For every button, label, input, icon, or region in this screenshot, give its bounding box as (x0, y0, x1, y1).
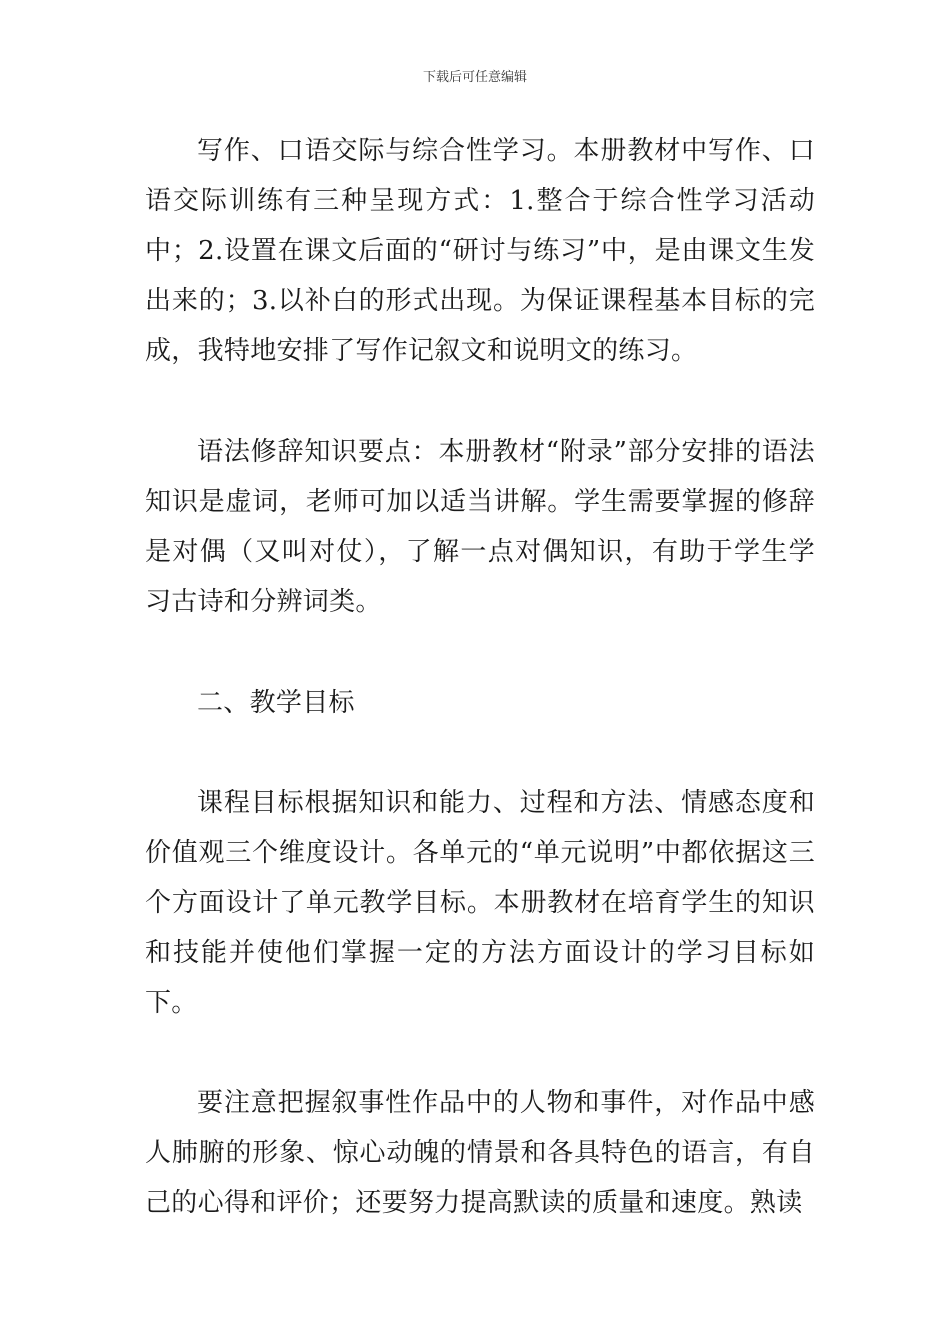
paragraph-course-goals: 课程目标根据知识和能力、过程和方法、情感态度和价值观三个维度设计。各单元的“单元说明”中都依据这三个方面设计了单元教学目标。本册教材在培育学生的知识和技能并使他们掌握一定的方法方面设计的学习目标如下。 (145, 788, 815, 1018)
document-body (145, 126, 815, 1228)
paragraph-narrative-works: 要注意把握叙事性作品中的人物和事件，对作品中感人肺腑的形象、惊心动魄的情景和各具特色的语言，有自己的心得和评价；还要努力提高默读的质量和速度。熟读 (145, 1088, 815, 1218)
section-heading-teaching-goals: 二、教学目标 (197, 688, 355, 718)
page-header-note: 下载后可任意编辑 (422, 70, 527, 85)
paragraph-grammar-rhetoric: 语法修辞知识要点：本册教材“附录”部分安排的语法知识是虚词，老师可加以适当讲解。学生需要掌握的修辞是对偶（又叫对仗），了解一点对偶知识，有助于学生学习古诗和分辨词类。 (145, 437, 815, 617)
paragraph-writing-oral: 写作、口语交际与综合性学习。本册教材中写作、口语交际训练有三种呈现方式：1.整合于综合性学习活动中；2.设置在课文后面的“研讨与练习”中，是由课文生发出来的；3.以补白的形式出现。为保证课程基本目标的完成，我特地安排了写作记叙文和说明文的练习。 (145, 136, 815, 366)
